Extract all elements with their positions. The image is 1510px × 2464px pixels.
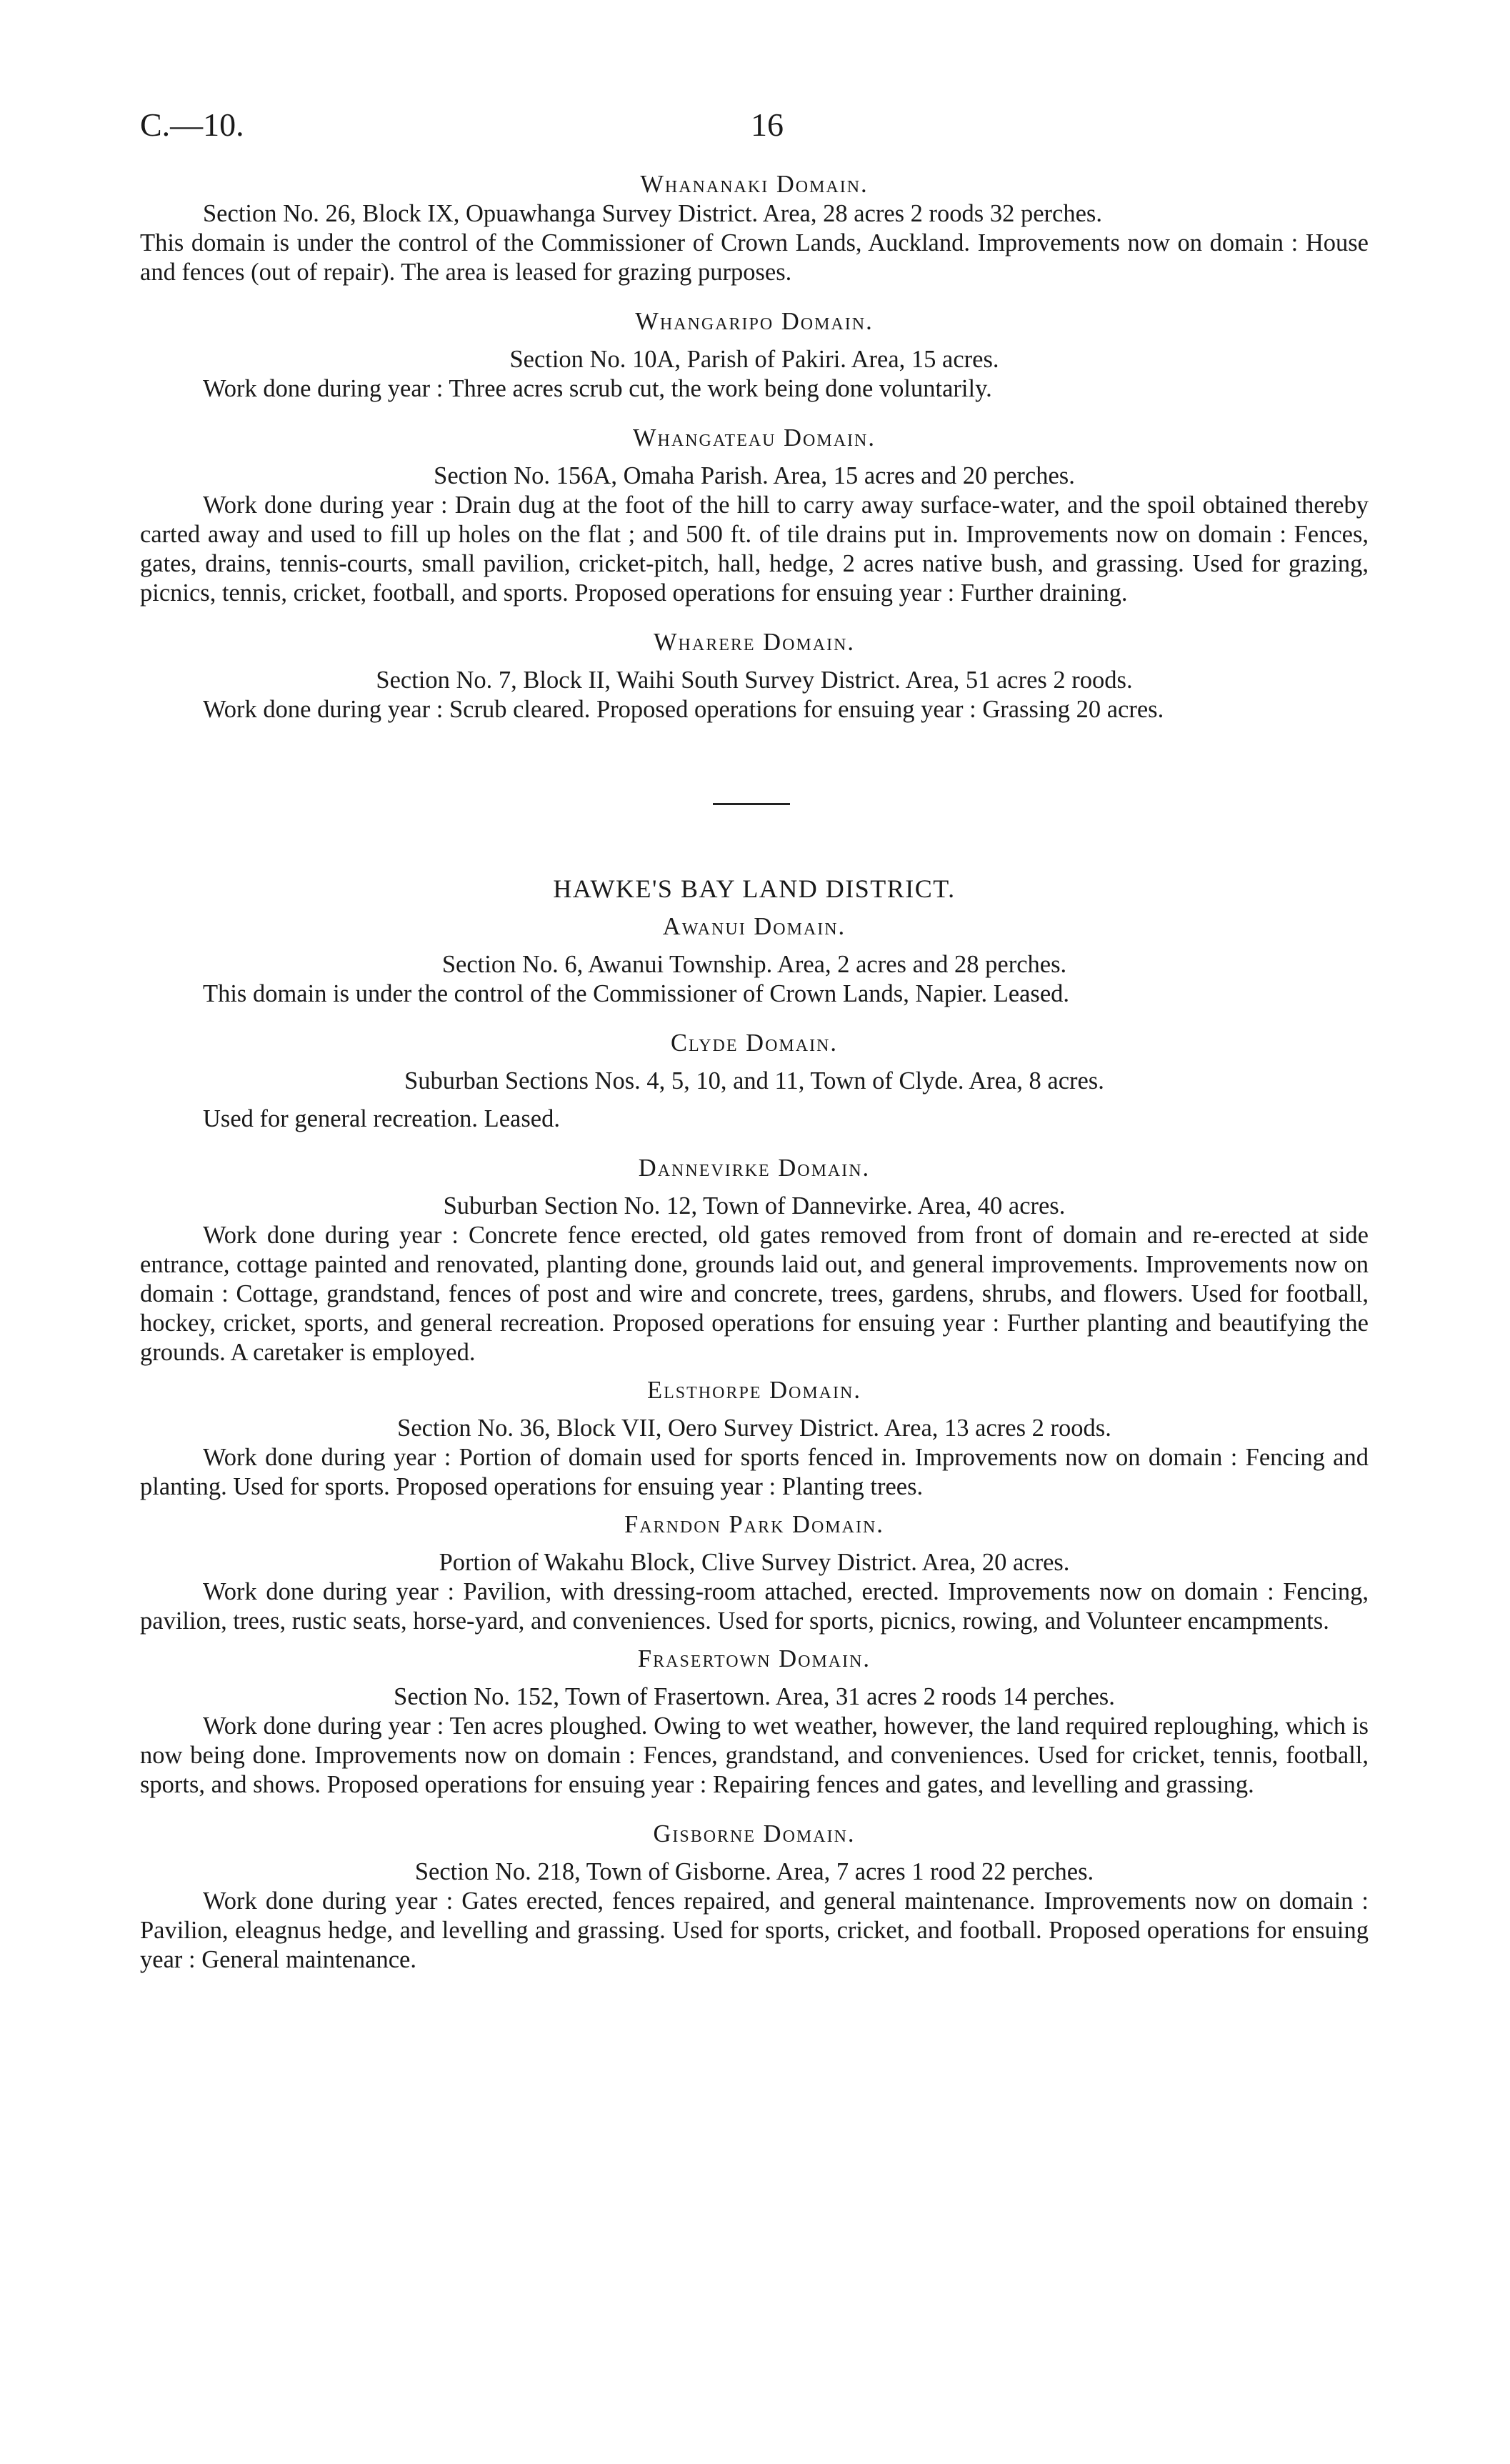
section-line: Section No. 10A, Parish of Pakiri. Area, 15 acres.: [509, 346, 999, 373]
domain-paragraph: Work done during year : Three acres scrub cut, the work being done voluntarily.: [203, 375, 992, 402]
domain-entry-frasertown: [140, 1645, 1369, 1800]
domain-paragraph: Work done during year : Ten acres ploughed. Owing to wet weather, however, the land required reploughing, which is now being done. Improvements now on domain : Fences, grandstand, and conveniences. Used for cricket, tennis, football, sports, and shows. Proposed operations for ensuing year : Repairing fences and gates, and levelling and grassing.: [140, 1712, 1369, 1798]
domain-entry-wharere: [140, 628, 1369, 724]
domain-title: Awanui Domain.: [662, 913, 846, 940]
domain-paragraph: Work done during year : Scrub cleared. Proposed operations for ensuing year : Grassing 20 acres.: [203, 696, 1164, 723]
domain-title: Frasertown Domain.: [637, 1645, 871, 1672]
domain-entry-whangaripo: [140, 307, 1369, 404]
domain-title: Whangateau Domain.: [632, 424, 876, 452]
section-line: Suburban Sections Nos. 4, 5, 10, and 11, Town of Clyde. Area, 8 acres.: [404, 1067, 1104, 1094]
page-content: [140, 170, 1369, 1975]
domain-paragraph: This domain is under the control of the Commissioner of Crown Lands, Auckland. Improvements now on domain : House and fences (out of repair). The area is leased for grazing purposes.: [140, 229, 1369, 286]
domain-entry-farndon-park: [140, 1510, 1369, 1636]
section-line: Section No. 152, Town of Frasertown. Area, 31 acres 2 roods 14 perches.: [394, 1683, 1115, 1710]
section-line: Section No. 7, Block II, Waihi South Survey District. Area, 51 acres 2 roods.: [376, 667, 1133, 694]
domain-paragraph: Work done during year : Pavilion, with dressing-room attached, erected. Improvements now on domain : Fencing, pavilion, trees, rustic seats, horse-yard, and conveniences. Used for sports, picnics, rowing, and Volunteer encampments.: [140, 1578, 1369, 1635]
page-number: 16: [751, 106, 784, 143]
page-header: [140, 106, 1369, 149]
domain-paragraph: Work done during year : Drain dug at the foot of the hill to carry away surface-water, and the spoil obtained thereby carted away and used to fill up holes on the flat ; and 500 ft. of tile drains put in. Improvements now on domain : Fences, gates, drains, tennis-courts, small pavilion, cricket-pitch, hall, hedge, 2 acres native bush, and grassing. Used for grazing, picnics, tennis, cricket, football, and sports. Proposed operations for ensuing year : Further draining.: [140, 492, 1369, 607]
section-line: Section No. 218, Town of Gisborne. Area, 7 acres 1 rood 22 perches.: [414, 1858, 1094, 1885]
domain-title: Clyde Domain.: [670, 1029, 839, 1057]
domain-title: Gisborne Domain.: [653, 1820, 856, 1847]
section-line: Suburban Section No. 12, Town of Dannevirke. Area, 40 acres.: [443, 1192, 1066, 1219]
section-divider: [140, 724, 1369, 874]
domain-entry-clyde: [140, 1029, 1369, 1134]
district-title: HAWKE'S BAY LAND DISTRICT.: [553, 874, 956, 903]
domain-title: Whananaki Domain.: [640, 171, 869, 198]
domain-entry-awanui: [140, 912, 1369, 1009]
domain-entry-gisborne: [140, 1820, 1369, 1975]
domain-title: Farndon Park Domain.: [624, 1511, 884, 1538]
domain-paragraph: Used for general recreation. Leased.: [203, 1105, 560, 1132]
domain-paragraph: Work done during year : Gates erected, fences repaired, and general maintenance. Improvements now on domain : Pavilion, eleagnus hedge, and levelling and grassing. Used for sports, cricket, and football. Proposed operations for ensuing year : General maintenance.: [140, 1887, 1369, 1973]
domain-paragraph: Work done during year : Portion of domain used for sports fenced in. Improvements now on domain : Fencing and planting. Used for sports. Proposed operations for ensuing year : Planting trees.: [140, 1444, 1369, 1500]
domain-entry-whananaki: [140, 170, 1369, 287]
section-line: Section No. 6, Awanui Township. Area, 2 acres and 28 perches.: [441, 951, 1067, 978]
section-line: Section No. 26, Block IX, Opuawhanga Survey District. Area, 28 acres 2 roods 32 perches.: [203, 200, 1102, 227]
section-line: Portion of Wakahu Block, Clive Survey District. Area, 20 acres.: [439, 1549, 1070, 1576]
domain-entry-whangateau: [140, 424, 1369, 608]
section-line: Section No. 36, Block VII, Oero Survey District. Area, 13 acres 2 roods.: [397, 1415, 1111, 1442]
domain-entry-elsthorpe: [140, 1376, 1369, 1502]
domain-entry-dannevirke: [140, 1154, 1369, 1367]
domain-title: Dannevirke Domain.: [638, 1154, 871, 1182]
domain-title: Whangaripo Domain.: [635, 308, 874, 335]
domain-title: Wharere Domain.: [653, 629, 856, 656]
section-line: Section No. 156A, Omaha Parish. Area, 15 acres and 20 perches.: [434, 462, 1075, 489]
domain-paragraph: This domain is under the control of the Commissioner of Crown Lands, Napier. Leased.: [203, 980, 1070, 1007]
divider-rule: [713, 803, 790, 805]
domain-title: Elsthorpe Domain.: [647, 1377, 861, 1404]
document-reference: C.—10.: [140, 106, 244, 143]
domain-paragraph: Work done during year : Concrete fence erected, old gates removed from front of domain and re-erected at side entrance, cottage painted and renovated, planting done, grounds laid out, and general improvements. Improvements now on domain : Cottage, grandstand, fences of post and wire and concrete, trees, gardens, shrubs, and flowers. Used for football, hockey, cricket, sports, and general recreation. Proposed operations for ensuing year : Further planting and beautifying the grounds. A caretaker is employed.: [140, 1222, 1369, 1366]
